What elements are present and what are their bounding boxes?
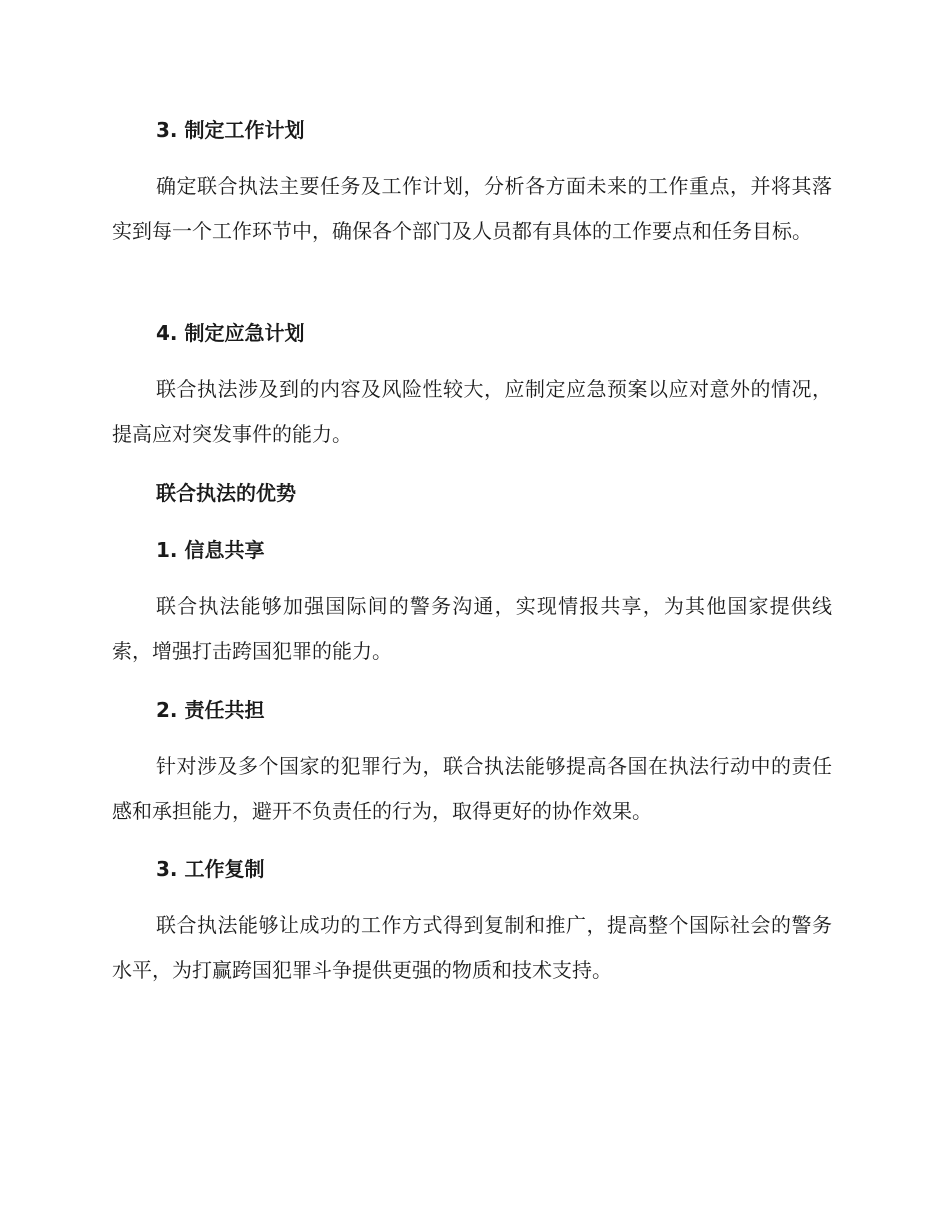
section-paragraph: 联合执法能够加强国际间的警务沟通，实现情报共享，为其他国家提供线索，增强打击跨国犯罪的能力。 (112, 594, 832, 663)
section-heading: 1. 信息共享 (156, 538, 265, 562)
section-heading: 2. 责任共担 (156, 698, 265, 722)
section-heading: 联合执法的优势 (156, 481, 296, 505)
section-paragraph-block (112, 367, 832, 457)
section-heading: 3. 工作复制 (156, 857, 265, 881)
section-heading: 4. 制定应急计划 (156, 321, 305, 345)
section-paragraph: 联合执法涉及到的内容及风险性较大，应制定应急预案以应对意外的情况，提高应对突发事件的能力。 (112, 377, 832, 446)
section-paragraph-block (112, 164, 832, 254)
section-paragraph: 针对涉及多个国家的犯罪行为，联合执法能够提高各国在执法行动中的责任感和承担能力，避开不负责任的行为，取得更好的协作效果。 (112, 754, 832, 823)
section-paragraph: 联合执法能够让成功的工作方式得到复制和推广，提高整个国际社会的警务水平，为打赢跨国犯罪斗争提供更强的物质和技术支持。 (112, 913, 832, 982)
section-paragraph: 确定联合执法主要任务及工作计划，分析各方面未来的工作重点，并将其落实到每一个工作环节中，确保各个部门及人员都有具体的工作要点和任务目标。 (112, 174, 832, 243)
section-heading: 3. 制定工作计划 (156, 118, 305, 142)
section-paragraph-block (112, 584, 832, 674)
section-paragraph-block (112, 903, 832, 993)
section-paragraph-block (112, 744, 832, 834)
